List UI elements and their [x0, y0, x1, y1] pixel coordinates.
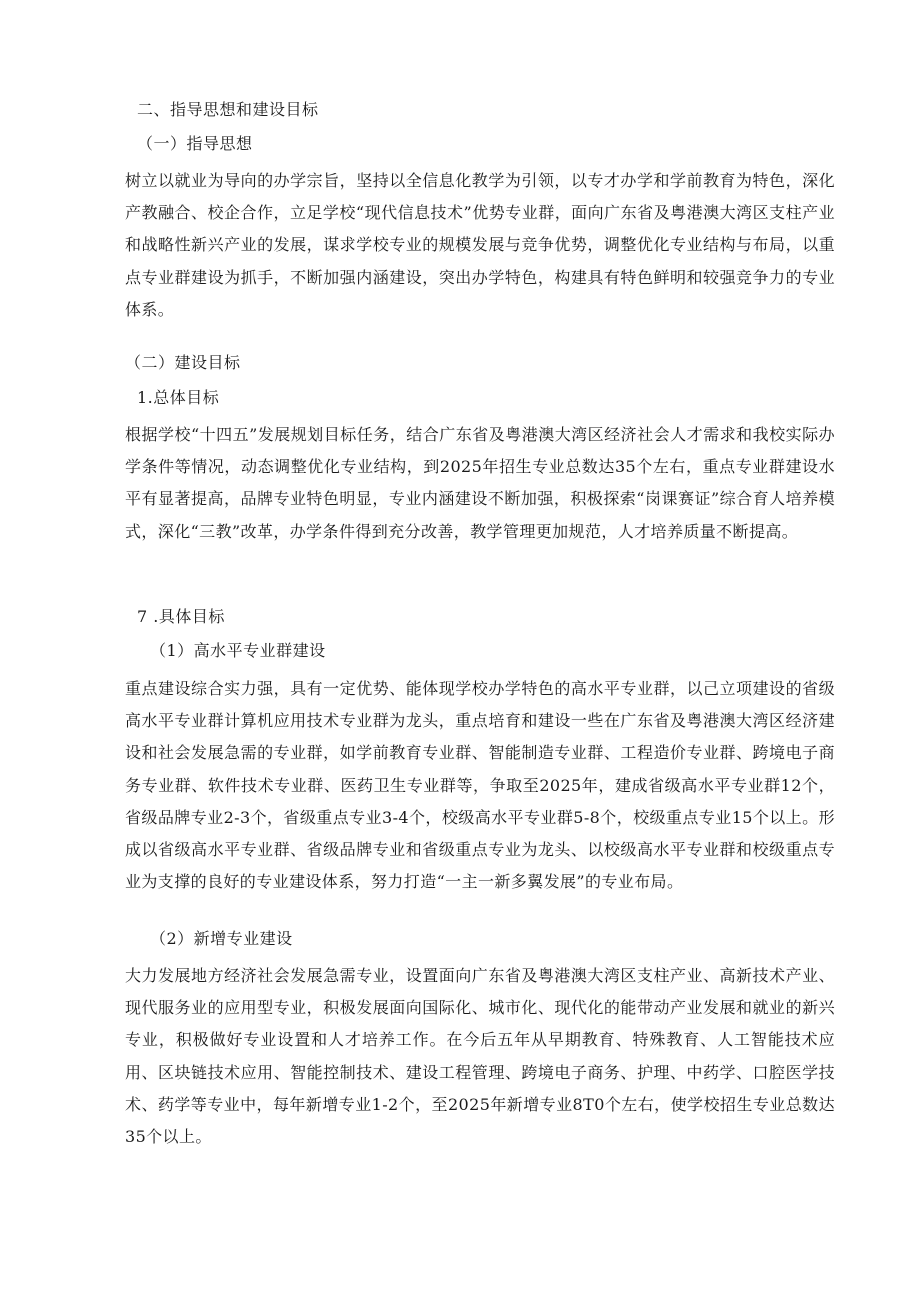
subsection-heading-guiding-ideology: （一）指导思想 [137, 134, 253, 153]
paragraph-guiding-ideology: 树立以就业为导向的办学宗旨，坚持以全信息化教学为引领，以专才办学和学前教育为特色，深化产教融合、校企合作，立足学校“现代信息技术”优势专业群，面向广东省及粤港澳大湾区支柱产业和战略性新兴产业的发展，谋求学校专业的规模发展与竞争优势，调整优化专业结构与布局，以重点专业群建设为抓手，不断加强内涵建设，突出办学特色，构建具有特色鲜明和较强竞争力的专业体系。 [125, 171, 835, 319]
subsection-heading-construction-goals: （二）建设目标 [125, 353, 241, 372]
section-heading: 二、指导思想和建设目标 [137, 100, 319, 119]
sub-heading-high-level-groups: （1）高水平专业群建设 [150, 641, 326, 660]
item-heading-specific-goals: 7 .具体目标 [137, 607, 225, 626]
paragraph-high-level-groups: 重点建设综合实力强，具有一定优势、能体现学校办学特色的高水平专业群，以己立项建设的省级高水平专业群计算机应用技术专业群为龙头，重点培育和建设一些在广东省及粤港澳大湾区经济建设和社会发展急需的专业群，如学前教育专业群、智能制造专业群、工程造价专业群、跨境电子商务专业群、软件技术专业群、医药卫生专业群等，争取至2025年，建成省级高水平专业群12个，省级品牌专业2-3个，省级重点专业3-4个，校级高水平专业群5-8个，校级重点专业15个以上。形成以省级高水平专业群、省级品牌专业和省级重点专业为龙头、以校级高水平专业群和校级重点专业为支撑的良好的专业建设体系，努力打造“一主一新多翼发展”的专业布局。 [125, 679, 835, 892]
paragraph-overall-goals: 根据学校“十四五”发展规划目标任务，结合广东省及粤港澳大湾区经济社会人才需求和我校实际办学条件等情况，动态调整优化专业结构，到2025年招生专业总数达35个左右，重点专业群建设水平有显著提高，品牌专业特色明显，专业内涵建设不断加强，积极探索“岗课赛证”综合育人培养模式，深化“三教”改革，办学条件得到充分改善，教学管理更加规范，人才培养质量不断提高。 [125, 425, 835, 541]
item-heading-overall-goals: 1.总体目标 [137, 388, 220, 407]
paragraph-new-majors: 大力发展地方经济社会发展急需专业，设置面向广东省及粤港澳大湾区支柱产业、高新技术产业、现代服务业的应用型专业，积极发展面向国际化、城市化、现代化的能带动产业发展和就业的新兴专业，积极做好专业设置和人才培养工作。在今后五年从早期教育、特殊教育、人工智能技术应用、区块链技术应用、智能控制技术、建设工程管理、跨境电子商务、护理、中药学、口腔医学技术、药学等专业中，每年新增专业1-2个，至2025年新增专业8T0个左右，使学校招生专业总数达35个以上。 [125, 966, 835, 1147]
sub-heading-new-majors: （2）新增专业建设 [150, 929, 293, 948]
